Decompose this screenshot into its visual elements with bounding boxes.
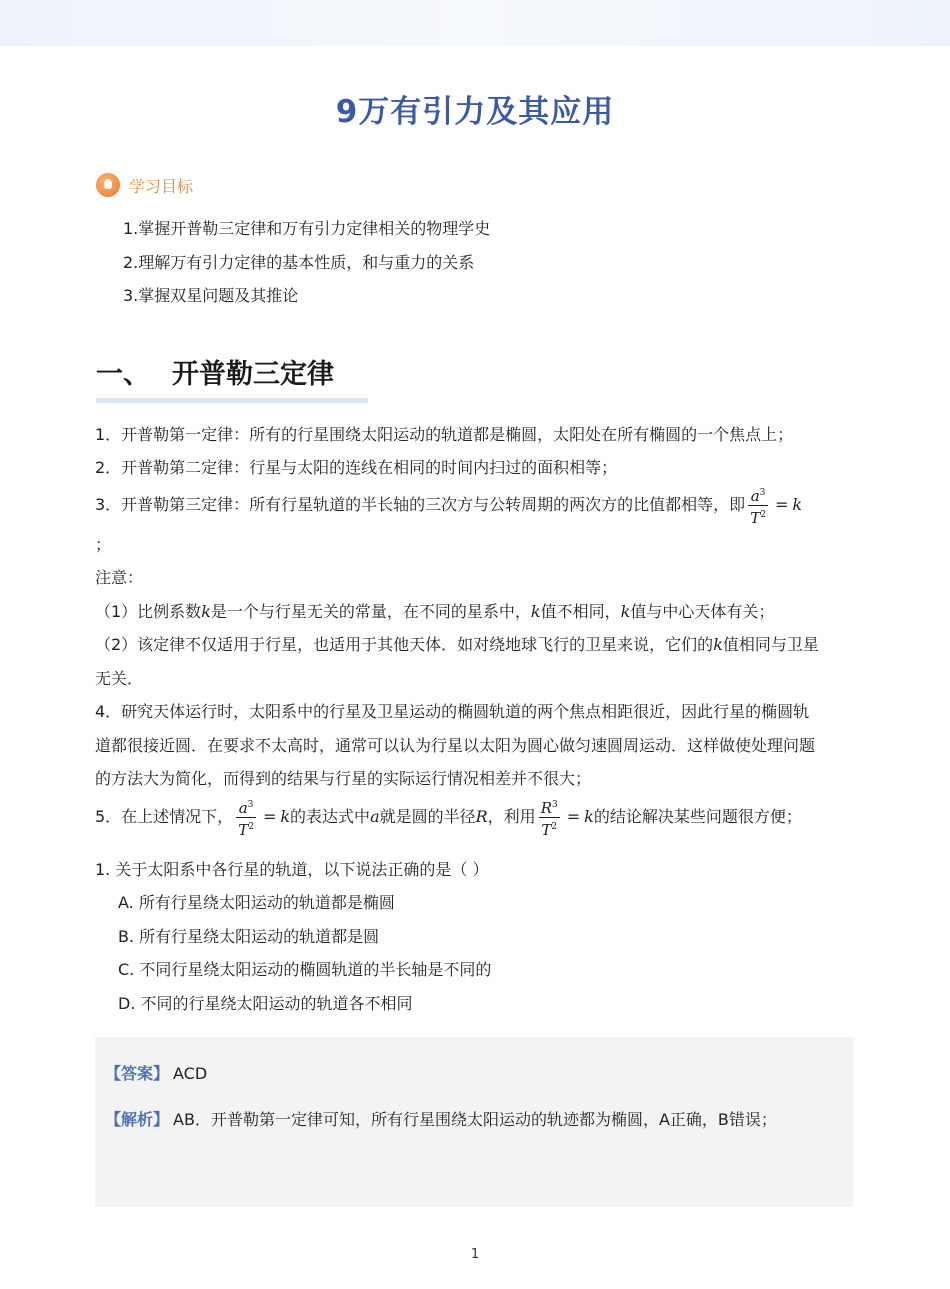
section-title: 开普勒三定律 xyxy=(172,359,334,390)
analysis-text: AB．开普勒第一定律可知，所有行星围绕太阳运动的轨迹都为椭圆，A正确，B错误； xyxy=(173,1110,777,1129)
a-cubed-over-t-squared: $\frac{a^3}{T^2}$ xyxy=(236,796,256,839)
page-number: 1 xyxy=(470,1247,480,1262)
note-2: （2）该定律不仅适用于行星，也适用于其他天体．如对绕地球飞行的卫星来说，它们的k值相同与卫星 xyxy=(95,635,819,654)
learning-objectives-label: 学习目标 xyxy=(129,177,194,196)
option-b: B. 所有行星绕太阳运动的轨道都是圆 xyxy=(118,927,380,946)
option-d: D. 不同的行星绕太阳运动的轨道各不相同 xyxy=(118,994,413,1013)
option-c: C. 不同行星绕太阳运动的椭圆轨道的半长轴是不同的 xyxy=(118,960,492,979)
answer-label: 【答案】 xyxy=(105,1064,170,1083)
note-label: 注意： xyxy=(95,568,144,587)
law-3: 3．开普勒第三定律：所有行星轨道的半长轴的三次方与公转周期的两次方的比值都相等，即 $\frac{a^3}{T^2}$ = k xyxy=(95,484,802,527)
law-3-text: 3．开普勒第三定律：所有行星轨道的半长轴的三次方与公转周期的两次方的比值都相等，即 xyxy=(95,495,746,514)
section-heading xyxy=(96,352,334,391)
objective-item: 3.掌握双星问题及其推论 xyxy=(123,286,299,305)
r-cubed-over-t-squared: $\frac{R^3}{T^2}$ xyxy=(539,796,560,839)
note-2-cont: 无关． xyxy=(95,669,144,688)
page-title: 9万有引力及其应用 xyxy=(335,94,615,130)
question-stem: 1. 关于太阳系中各行星的轨道，以下说法正确的是（ ） xyxy=(95,860,489,879)
objective-item: 1.掌握开普勒三定律和万有引力定律相关的物理学史 xyxy=(123,219,491,238)
header-band xyxy=(0,0,950,46)
option-a: A. 所有行星绕太阳运动的轨道都是椭圆 xyxy=(118,893,395,912)
answer-box xyxy=(95,1037,853,1207)
section-number: 一、 xyxy=(96,359,150,390)
law-5: 5．在上述情况下， $\frac{a^3}{T^2}$ = k的表达式中a就是圆的半径R，利用 $\frac{R^3}{T^2}$ = k的结论解决某些问题很方便； xyxy=(95,796,802,839)
law-1: 1．开普勒第一定律：所有的行星围绕太阳运动的轨道都是椭圆，太阳处在所有椭圆的一个焦点上； xyxy=(95,425,794,444)
kepler-ratio-fraction: $\frac{a^3}{T^2}$ xyxy=(748,484,768,527)
analysis-label: 【解析】 xyxy=(105,1110,170,1129)
law-4-line-2: 道都很接近圆．在要求不太高时，通常可以认为行星以太阳为圆心做匀速圆周运动．这样做使处理问题 xyxy=(95,736,816,755)
law-4-line-1: 4．研究天体运行时，太阳系中的行星及卫星运动的椭圆轨道的两个焦点相距很近，因此行星的椭圆轨 xyxy=(95,702,810,721)
lightbulb-icon xyxy=(96,173,120,197)
analysis-line xyxy=(105,1107,777,1130)
objective-item: 2.理解万有引力定律的基本性质，和与重力的关系 xyxy=(123,252,475,272)
learning-objectives-list xyxy=(123,217,490,318)
answer-value: ACD xyxy=(173,1064,208,1083)
law-4-line-3: 的方法大为简化，而得到的结果与行星的实际运行情况相差并不很大； xyxy=(95,769,592,788)
law-2: 2．开普勒第二定律：行星与太阳的连线在相同的时间内扫过的面积相等； xyxy=(95,458,618,477)
section-underline xyxy=(96,398,368,403)
note-1: （1）比例系数k是一个与行星无关的常量，在不同的星系中，k值不相同，k值与中心天体有关； xyxy=(95,602,775,621)
answer-line xyxy=(105,1061,207,1084)
law-3-tail: ； xyxy=(95,535,112,554)
